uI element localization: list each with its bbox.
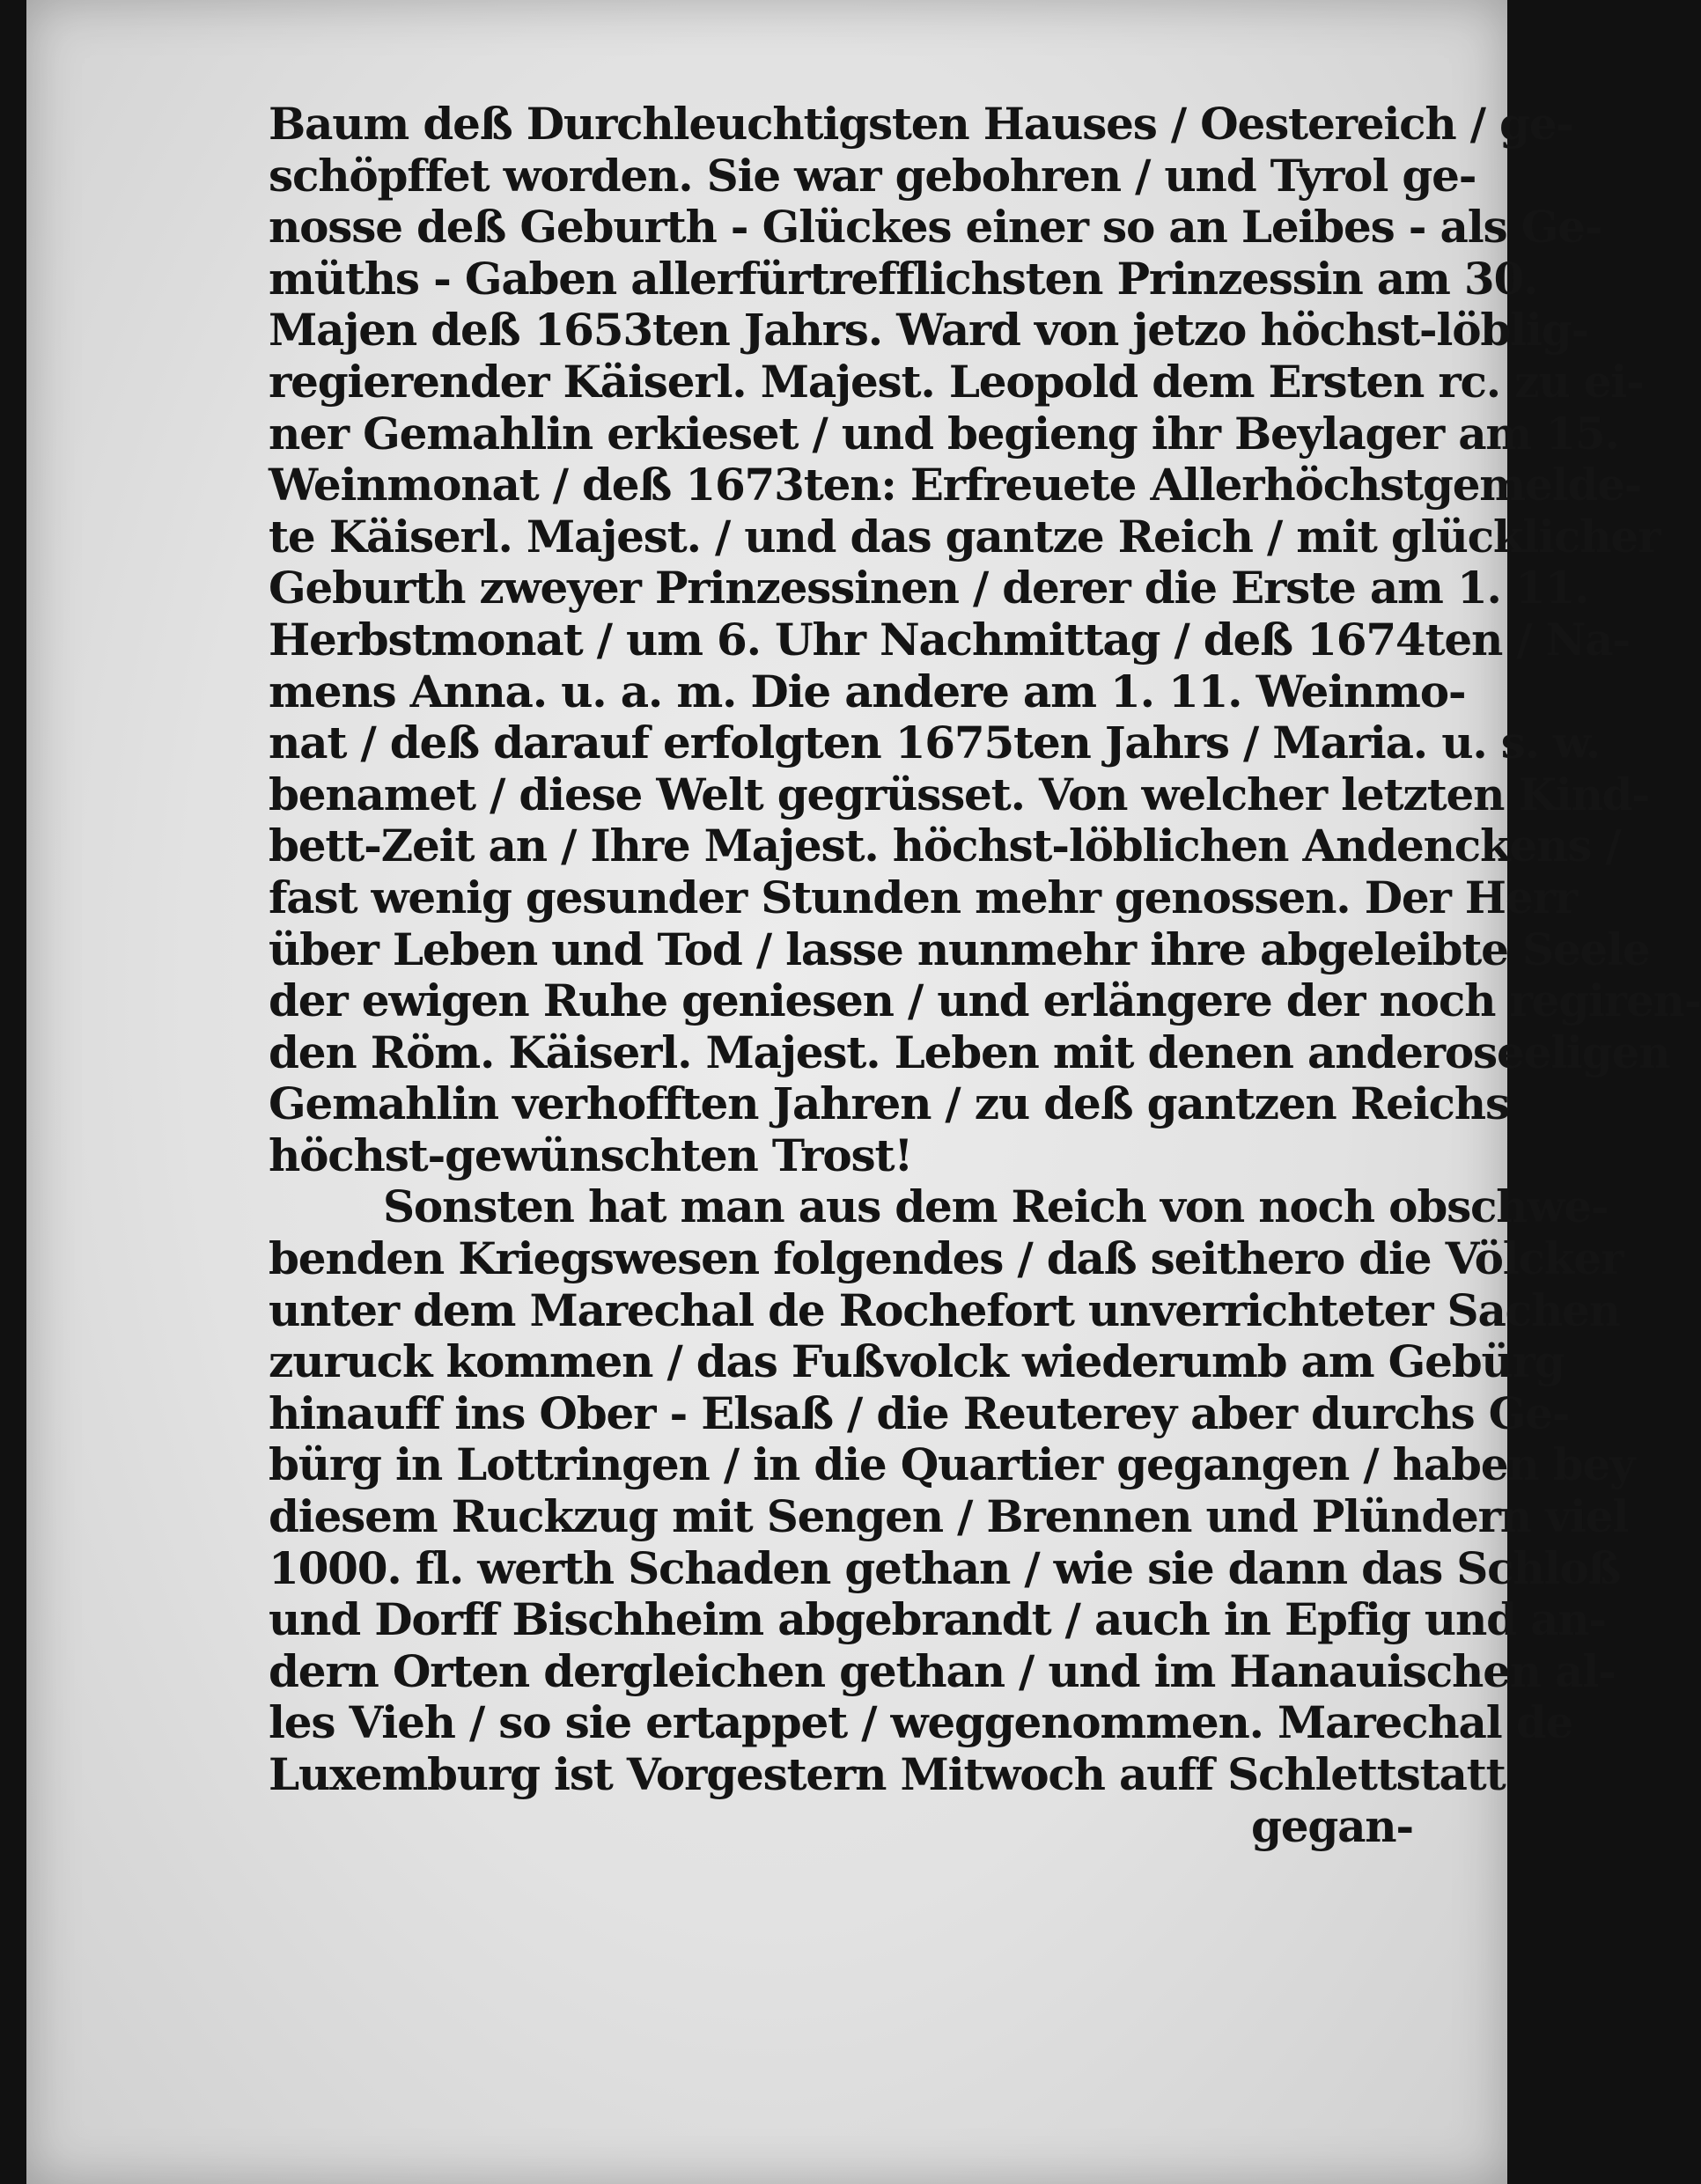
catchword: gegan- [1250,1799,1413,1852]
text-line-9: te Käiserl. Majest. / und das gantze Reich / mit glücklicher [269,510,1660,563]
text-line-23: benden Kriegswesen folgendes / daß seithero die Völcker [269,1232,1623,1285]
text-line-8: Weinmonat / deß 1673ten: Erfreuete Allerhöchstgemelde- [269,459,1642,511]
text-line-31: dern Orten dergleichen gethan / und im Hanauischen al- [269,1644,1616,1697]
scanned-page [26,0,1701,2184]
text-line-2: schöpffet worden. Sie war gebohren / und Tyrol ge- [269,149,1476,202]
text-line-15: bett-Zeit an / Ihre Majest. höchst-löblichen Andenckens / [269,820,1621,872]
text-line-17: über Leben und Tod / lasse nunmehr ihre abgeleibte Seele [269,923,1650,975]
text-line-29: 1000. fl. werth Schaden gethan / wie sie dann das Schloß [269,1541,1621,1594]
body-text [269,98,1701,1852]
text-line-22: Sonsten hat man aus dem Reich von noch obschwe- [383,1180,1609,1233]
text-line-6: regierender Käiserl. Majest. Leopold dem Ersten rc. zu ei- [269,355,1644,408]
text-line-25: zuruck kommen / das Fußvolck wiederumb am Gebürg [269,1335,1565,1388]
text-line-5: Majen deß 1653ten Jahrs. Ward von jetzo höchst-löblig- [269,304,1589,357]
text-line-10: Geburth zweyer Prinzessinen / derer die Erste am 1. 11. [269,562,1589,614]
text-line-20: Gemahlin verhofften Jahren / zu deß gantzen Reichs [269,1077,1509,1130]
text-line-13: nat / deß darauf erfolgten 1675ten Jahrs / Maria. u. s. w. [269,717,1601,769]
text-line-19: den Röm. Käiserl. Majest. Leben mit denen anderoseeligen [269,1026,1670,1078]
text-line-27: bürg in Lottringen / in die Quartier gegangen / haben bey [269,1438,1634,1491]
text-line-33: Luxemburg ist Vorgestern Mitwoch auff Schlettstatt [269,1748,1506,1800]
text-line-11: Herbstmonat / um 6. Uhr Nachmittag / deß 1674ten / Na- [269,613,1630,665]
text-line-30: und Dorff Bischheim abgebrandt / auch in Epfig und an- [269,1593,1606,1646]
text-line-32: les Vieh / so sie ertappet / weggenommen. Marechal de [269,1696,1573,1749]
text-line-24: unter dem Marechal de Rochefort unverrichteter Sachen [269,1283,1620,1336]
text-line-18: der ewigen Ruhe geniesen / und erlängere der noch regiren- [269,974,1701,1027]
text-line-26: hinauff ins Ober - Elsaß / die Reuterey aber durchs Ge- [269,1386,1570,1439]
text-line-3: nosse deß Geburth - Glückes einer so an Leibes - als Ge- [269,201,1602,254]
text-line-16: fast wenig gesunder Stunden mehr genossen. Der Herr [269,871,1577,923]
text-line-14: benamet / diese Welt gegrüsset. Von welcher letzten Kind- [269,768,1649,820]
text-line-12: mens Anna. u. a. m. Die andere am 1. 11. Weinmo- [269,665,1466,717]
text-line-1: Baum deß Durchleuchtigsten Hauses / Oestereich / ge- [269,98,1573,150]
text-line-4: müths - Gaben allerfürtrefflichsten Prinzessin am 30. [269,252,1538,305]
text-line-28: diesem Ruckzug mit Sengen / Brennen und Plündern viel [269,1490,1629,1543]
text-line-21: höchst-gewünschten Trost! [269,1129,913,1181]
text-line-7: ner Gemahlin erkieset / und begieng ihr Beylager am 15. [269,407,1619,460]
